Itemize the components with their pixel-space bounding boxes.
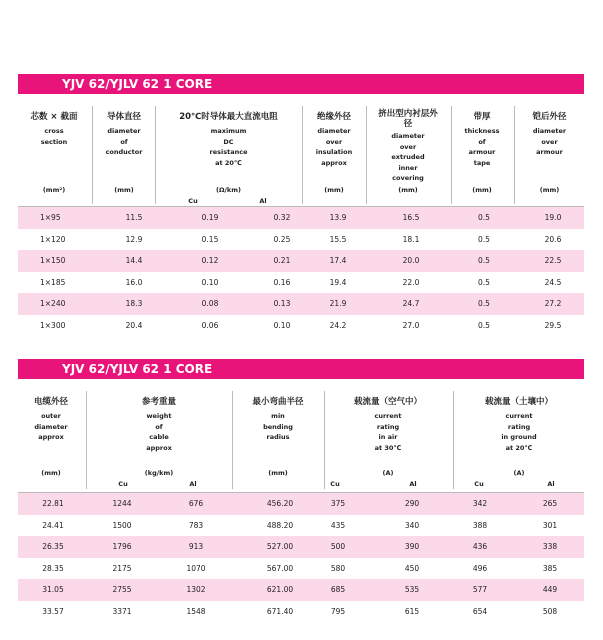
table-cell: 535	[404, 585, 420, 594]
table-cell: 13.9	[329, 213, 347, 222]
table1	[18, 104, 584, 336]
table-cell: 449	[542, 585, 558, 594]
table-cell: 27.2	[544, 299, 562, 308]
table-cell: 0.25	[273, 234, 291, 244]
t1-col-armour-diameter	[515, 104, 584, 158]
t1-h6-unit: (mm)	[539, 186, 560, 194]
table-cell: 31.05	[42, 585, 64, 594]
t1-h0-en: cross section	[40, 127, 68, 146]
t2-col-outer-diameter	[18, 389, 84, 443]
table-cell: 301	[542, 520, 558, 530]
table-cell: 615	[404, 606, 420, 616]
table-cell: 456.20	[266, 499, 294, 508]
table-cell: 496	[472, 563, 488, 573]
t1-h1-en: diameter of conductor	[105, 127, 143, 156]
table-cell: 2755	[112, 585, 132, 594]
table-cell: 16.0	[125, 277, 143, 287]
table-cell: 1×300	[40, 320, 66, 330]
table-cell: 3371	[112, 606, 132, 616]
table-cell: 1302	[186, 585, 206, 594]
table-cell: 1×120	[40, 234, 66, 244]
table-cell: 20.4	[125, 320, 143, 330]
table-row	[18, 601, 584, 623]
t2-h3-en: current rating in air at 30℃	[374, 412, 402, 452]
table-cell: 0.21	[273, 256, 291, 265]
t1-h1-zh: 导体直径	[106, 112, 141, 122]
t2-col-rating-ground	[454, 389, 584, 453]
t2-sub-cu: Cu	[118, 480, 128, 488]
t1-h6-en: diameter over armour	[532, 127, 567, 156]
table-cell: 0.10	[201, 277, 219, 287]
table-cell: 0.5	[478, 320, 490, 330]
table-cell: 22.81	[42, 499, 64, 508]
table-cell: 577	[472, 585, 488, 594]
t2-col-bending-radius	[233, 389, 323, 443]
table-cell: 1500	[112, 520, 132, 530]
table-cell: 488.20	[266, 520, 294, 530]
table-cell: 1×240	[40, 299, 66, 308]
table-cell: 676	[188, 499, 204, 508]
table-cell: 1×150	[40, 256, 66, 265]
table1-header	[18, 104, 584, 207]
table-cell: 0.15	[201, 234, 219, 244]
t1-h5-zh: 带厚	[473, 112, 491, 122]
t1-h6-zh: 铠后外径	[532, 112, 567, 122]
t1-h4-en: diameter over extruded inner covering	[391, 132, 425, 182]
t1-h3-unit: (mm)	[324, 186, 344, 194]
table-cell: 24.2	[329, 320, 347, 330]
table-cell: 508	[542, 606, 558, 616]
table-cell: 290	[404, 499, 420, 508]
table-cell: 265	[542, 499, 558, 508]
t2-h3-zh: 载流量（空气中）	[353, 397, 422, 407]
t1-h0-zh: 芯数 × 截面	[30, 112, 78, 122]
t2-h3-unit: (A)	[382, 469, 394, 477]
table-cell: 2175	[112, 563, 132, 573]
t2-h0-en: outer diameter approx	[34, 412, 68, 441]
t2-col-weight	[87, 389, 231, 453]
t2-h0-unit: (mm)	[41, 469, 61, 477]
table2-header	[18, 389, 584, 493]
table-cell: 671.40	[266, 606, 294, 616]
table-row	[18, 272, 584, 294]
table-cell: 0.08	[201, 299, 219, 308]
table-cell: 24.5	[544, 277, 562, 287]
table-cell: 385	[542, 563, 558, 573]
table-cell: 500	[330, 542, 346, 551]
table-cell: 1×95	[40, 213, 61, 222]
t2-h4-en: current rating in ground at 20℃	[501, 412, 537, 452]
table-cell: 16.5	[402, 213, 420, 222]
table-cell: 340	[404, 520, 420, 530]
table-cell: 0.5	[478, 277, 490, 287]
t2-h2-en: min bending radius	[263, 412, 293, 441]
table-cell: 0.32	[273, 213, 291, 222]
table-row	[18, 536, 584, 558]
table-cell: 24.7	[402, 299, 420, 308]
table-cell: 20.6	[544, 234, 562, 244]
table-cell: 783	[188, 520, 204, 530]
t1-h0-unit: (mm²)	[42, 186, 66, 194]
table-row	[18, 579, 584, 601]
t1-h3-zh: 绝缘外径	[316, 112, 351, 122]
table-cell: 527.00	[266, 542, 294, 551]
table-cell: 1×185	[40, 277, 66, 287]
table-cell: 1244	[112, 499, 132, 508]
table-cell: 29.5	[544, 320, 562, 330]
table-cell: 22.5	[544, 256, 562, 265]
t2-h2-zh: 最小弯曲半径	[252, 397, 304, 407]
t2-sub-al: Al	[547, 480, 555, 488]
t2-sub-cu: Cu	[474, 480, 484, 488]
table-row	[18, 515, 584, 537]
table-cell: 19.0	[544, 213, 562, 222]
table-cell: 18.3	[125, 299, 143, 308]
table2-title: YJV 62/YJLV 62 1 CORE	[62, 362, 213, 376]
t1-col-conductor-diameter	[93, 104, 155, 158]
t1-col-cross-section	[18, 104, 90, 147]
table1-body	[18, 207, 584, 336]
table-cell: 0.10	[273, 320, 291, 330]
table-cell: 654	[472, 606, 488, 616]
t1-h2-zh: 20℃时导体最大直流电阻	[179, 112, 278, 122]
t2-h0-zh: 电缆外径	[33, 397, 68, 407]
table-cell: 0.12	[201, 256, 219, 265]
t1-h3-en: diameter over insulation approx	[315, 127, 353, 167]
table-row	[18, 558, 584, 580]
t2-sub-al: Al	[409, 480, 417, 488]
table-cell: 338	[542, 542, 558, 551]
table-cell: 0.06	[201, 320, 219, 330]
t1-col-inner-covering	[367, 104, 449, 184]
t2-sub-cu: Cu	[330, 480, 340, 488]
table-cell: 12.9	[125, 234, 143, 244]
t1-h4-zh: 挤出型内衬层外径	[378, 109, 438, 129]
t2-sub-al: Al	[189, 480, 197, 488]
table-cell: 0.5	[478, 234, 490, 244]
table-cell: 24.41	[42, 520, 64, 530]
table-cell: 27.0	[402, 320, 420, 330]
table-cell: 795	[330, 606, 346, 616]
table-cell: 436	[472, 542, 488, 551]
t1-sub-cu: Cu	[188, 197, 198, 205]
table-row	[18, 250, 584, 272]
table2	[18, 389, 584, 622]
table-row	[18, 493, 584, 515]
t1-col-insulation-diameter	[303, 104, 365, 168]
table-cell: 0.5	[478, 299, 490, 308]
table-cell: 390	[404, 542, 420, 551]
table-cell: 580	[330, 563, 346, 573]
table1-title-band	[18, 74, 584, 94]
table-cell: 19.4	[329, 277, 347, 287]
table-cell: 621.00	[266, 585, 294, 594]
t1-col-dc-resistance	[156, 104, 301, 168]
t1-h2-en: maximum DC resistance at 20℃	[209, 127, 248, 167]
table-row	[18, 293, 584, 315]
t2-h2-unit: (mm)	[268, 469, 288, 477]
table-cell: 0.19	[201, 213, 219, 222]
table-cell: 18.1	[402, 234, 420, 244]
table-cell: 1548	[186, 606, 206, 616]
table-row	[18, 315, 584, 337]
table-cell: 0.5	[478, 213, 490, 222]
t2-h4-unit: (A)	[513, 469, 525, 477]
t2-h1-en: weight of cable approx	[146, 412, 172, 452]
table2-title-band	[18, 359, 584, 379]
table-cell: 11.5	[125, 213, 143, 222]
table-cell: 15.5	[329, 234, 347, 244]
table-cell: 20.0	[402, 256, 420, 265]
t1-h1-unit: (mm)	[114, 186, 134, 194]
t2-h4-zh: 载流量（土壤中）	[484, 397, 553, 407]
table-cell: 685	[330, 585, 346, 594]
table-cell: 450	[404, 563, 420, 573]
table-cell: 0.5	[478, 256, 490, 265]
table-cell: 0.13	[273, 299, 291, 308]
table-cell: 567.00	[266, 563, 294, 573]
table-cell: 21.9	[329, 299, 347, 308]
t1-h5-unit: (mm)	[472, 186, 492, 194]
table2-body	[18, 493, 584, 622]
t1-sub-al: Al	[259, 197, 267, 205]
table1-title: YJV 62/YJLV 62 1 CORE	[62, 77, 213, 91]
table-cell: 22.0	[402, 277, 420, 287]
table-cell: 342	[472, 499, 488, 508]
table-cell: 14.4	[125, 256, 143, 265]
table-row	[18, 207, 584, 229]
table-cell: 33.57	[42, 606, 64, 616]
table-cell: 435	[330, 520, 346, 530]
t2-h1-unit: (kg/km)	[144, 469, 174, 477]
table-cell: 26.35	[42, 542, 64, 551]
table-cell: 375	[330, 499, 346, 508]
table-cell: 388	[472, 520, 488, 530]
t2-col-rating-air	[325, 389, 451, 453]
table-cell: 0.16	[273, 277, 291, 287]
t1-col-armour-thickness	[452, 104, 512, 168]
t1-h5-en: thickness of armour tape	[464, 127, 500, 167]
table-cell: 28.35	[42, 563, 64, 573]
t2-h1-zh: 参考重量	[141, 397, 176, 407]
table-cell: 1070	[186, 563, 206, 573]
t1-h4-unit: (mm)	[398, 186, 418, 194]
t1-h2-unit: (Ω/km)	[216, 186, 241, 194]
table-cell: 17.4	[329, 256, 347, 265]
table-cell: 913	[188, 542, 204, 551]
table-row	[18, 229, 584, 251]
table-cell: 1796	[112, 542, 132, 551]
